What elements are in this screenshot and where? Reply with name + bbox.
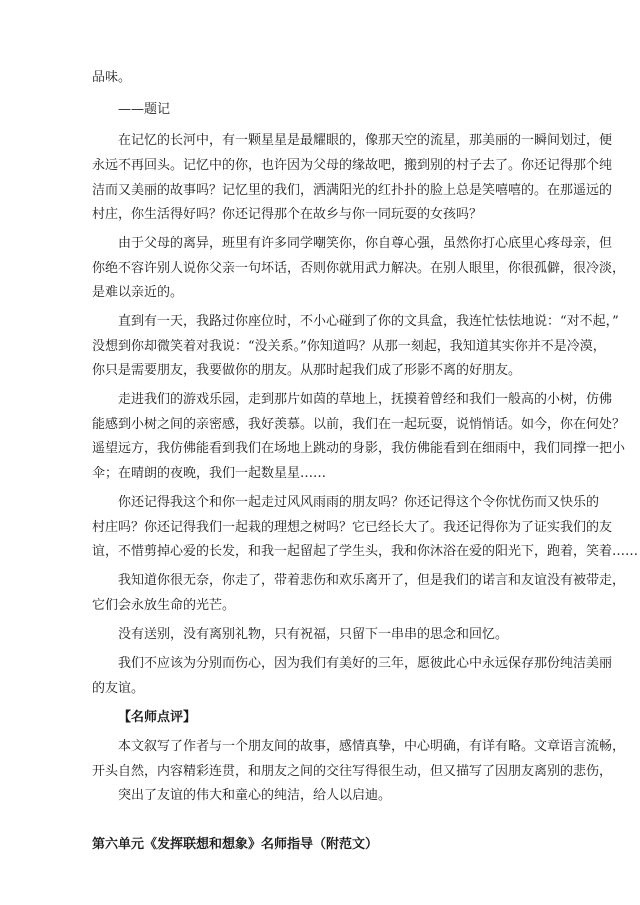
paragraph-line: 我们不应该为分别而伤心，因为我们有美好的三年，愿彼此心中永远保存那份纯洁美丽 <box>118 656 613 671</box>
paragraph-line: 走进我们的游戏乐园，走到那片如茵的草地上，抚摸着曾经和我们一般高的小树，仿佛 <box>118 392 613 407</box>
review-heading: 【名师点评】 <box>118 710 197 725</box>
intro-tail: 品味。 <box>92 70 132 85</box>
paragraph-line: 伞；在晴朗的夜晚，我们一起数星星…… <box>92 466 327 481</box>
paragraph-line: 村庄，你生活得好吗？你还记得那个在故乡与你一同玩耍的女孩吗？ <box>92 207 483 222</box>
section-title: 第六单元《发挥联想和想象》名师指导（附范文） <box>92 837 379 852</box>
review-line: 开头自然，内容精彩连贯，和朋友之间的交往写得很生动，但又描写了因朋友离别的悲伤， <box>92 764 613 779</box>
paragraph-line: 遥望远方，我仿佛能看到我们在场地上跳动的身影，我仿佛能看到在细雨中，我们同撑一把小 <box>92 441 626 456</box>
paragraph-line: 是难以亲近的。 <box>92 285 184 300</box>
paragraph-line: 你只是需要朋友，我要做你的朋友。从那时起我们成了形影不离的好朋友。 <box>92 363 522 378</box>
paragraph-line: 由于父母的离异，班里有许多同学嘲笑你，你自尊心强，虽然你打心底里心疼母亲，但 <box>118 236 613 251</box>
paragraph-line: 你还记得我这个和你一起走过风风雨雨的朋友吗？你还记得这个令你忧伤而又快乐的 <box>118 495 600 510</box>
paragraph-line: 的友谊。 <box>92 681 145 696</box>
paragraph-line: 没想到你却微笑着对我说：“没关系。”你知道吗？从那一刻起，我知道其实你并不是冷漠， <box>92 339 606 354</box>
paragraph-line: 村庄吗？你还记得我们一起栽的理想之树吗？它已经长大了。我还记得你为了证实我们的友 <box>92 520 613 535</box>
review-line: 突出了友谊的伟大和童心的纯洁，给人以启迪。 <box>118 788 392 803</box>
paragraph-line: 永远不再回头。记忆中的你，也许因为父母的缘故吧，搬到别的村子去了。你还记得那个纯 <box>92 158 613 173</box>
paragraph-line: 它们会永放生命的光芒。 <box>92 598 236 613</box>
paragraph-line: 能感到小树之间的亲密感，我好羡慕。以前，我们在一起玩耍，说悄悄话。如今，你在何处？ <box>92 417 626 432</box>
epigraph-label: ——题记 <box>118 102 171 117</box>
paragraph-line: 洁而又美丽的故事吗？记忆里的我们，洒满阳光的红扑扑的脸上总是笑嘻嘻的。在那遥远的 <box>92 183 613 198</box>
paragraph-line: 你绝不容许别人说你父亲一句坏话，否则你就用武力解决。在别人眼里，你很孤僻，很冷淡， <box>92 261 626 276</box>
paragraph-line: 没有送别，没有离别礼物，只有祝福，只留下一串串的思念和回忆。 <box>118 627 509 642</box>
paragraph-line: 在记忆的长河中，有一颗星星是最耀眼的，像那天空的流星，那美丽的一瞬间划过，便 <box>118 133 613 148</box>
review-line: 本文叙写了作者与一个朋友间的故事，感情真挚，中心明确，有详有略。文章语言流畅， <box>118 739 626 754</box>
paragraph-line: 我知道你很无奈，你走了，带着悲伤和欢乐离开了，但是我们的诺言和友谊没有被带走， <box>118 573 626 588</box>
paragraph-line: 谊，不惜剪掉心爱的长发，和我一起留起了学生头，我和你沐浴在爱的阳光下，跑着，笑着…… <box>92 544 639 559</box>
paragraph-line: 直到有一天，我路过你座位时，不小心碰到了你的文具盒，我连忙怯怯地说：“对不起，” <box>118 314 619 329</box>
